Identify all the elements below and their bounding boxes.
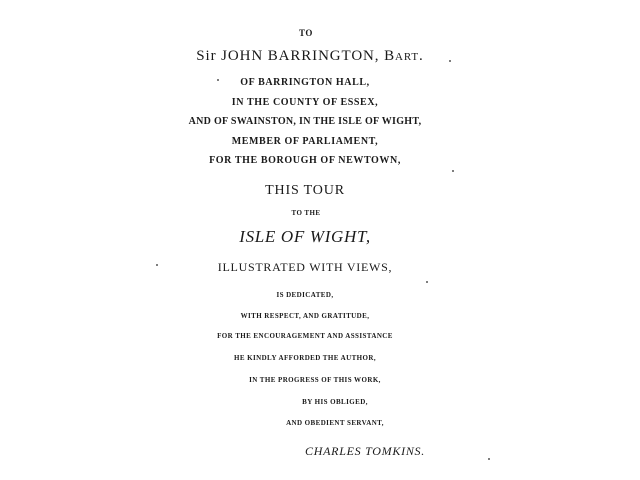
dedication-line: WITH RESPECT, AND GRATITUDE,: [240, 312, 370, 320]
dedication-line: AND OBEDIENT SERVANT,: [286, 419, 384, 427]
recipient-name: [140, 49, 480, 64]
address-line: FOR THE BOROUGH OF NEWTOWN,: [209, 155, 401, 166]
isle-of-wight: ISLE OF WIGHT,: [239, 227, 371, 246]
print-speck: [488, 458, 490, 460]
print-speck: [426, 281, 428, 283]
recipient-title: Bart.: [384, 48, 424, 64]
dedication-line: FOR THE ENCOURAGEMENT AND ASSISTANCE: [217, 332, 393, 340]
print-speck: [217, 79, 219, 81]
address-line: IN THE COUNTY OF ESSEX,: [231, 97, 379, 108]
address-line: MEMBER OF PARLIAMENT,: [231, 136, 379, 147]
signature: CHARLES TOMKINS.: [305, 444, 425, 458]
print-speck: [449, 60, 451, 62]
dedication-line: BY HIS OBLIGED,: [302, 398, 368, 406]
illustrated-with-views: ILLUSTRATED WITH VIEWS,: [217, 260, 393, 274]
dedication-line: IS DEDICATED,: [276, 291, 334, 299]
this-tour: THIS TOUR: [265, 183, 345, 198]
print-speck: [156, 264, 158, 266]
dedication-line: IN THE PROGRESS OF THIS WORK,: [249, 376, 381, 384]
dedication-to: TO: [299, 28, 313, 38]
address-line: OF BARRINGTON HALL,: [240, 77, 370, 88]
recipient-prefix: Sir JOHN BARRINGTON,: [196, 48, 380, 64]
dedication-line: HE KINDLY AFFORDED THE AUTHOR,: [233, 354, 377, 362]
print-speck: [452, 170, 454, 172]
address-line: AND OF SWAINSTON, IN THE ISLE OF WIGHT,: [188, 116, 422, 127]
to-the: TO THE: [291, 209, 321, 217]
